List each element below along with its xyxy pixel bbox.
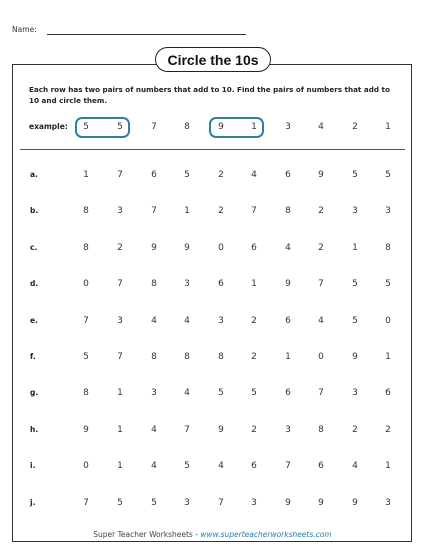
row-label: e. — [30, 315, 38, 325]
row-label: f. — [30, 352, 36, 361]
row-number[interactable]: 9 — [285, 497, 291, 508]
row-number[interactable]: 2 — [318, 242, 324, 253]
row-number[interactable]: 3 — [285, 424, 291, 435]
row-number[interactable]: 2 — [318, 206, 324, 217]
row-number[interactable]: 4 — [251, 170, 257, 180]
row-number[interactable]: 6 — [385, 388, 391, 399]
example-number[interactable]: 8 — [184, 122, 190, 132]
row-number[interactable]: 4 — [151, 424, 157, 435]
row-number[interactable]: 9 — [318, 170, 324, 180]
row-number[interactable]: 4 — [151, 461, 157, 472]
example-number[interactable]: 3 — [285, 122, 291, 132]
row-number[interactable]: 3 — [117, 315, 123, 326]
row-number[interactable]: 7 — [251, 206, 257, 217]
row-number[interactable]: 9 — [285, 279, 291, 290]
row-number[interactable]: 6 — [251, 461, 257, 472]
row-number[interactable]: 6 — [285, 315, 291, 326]
row-number[interactable]: 4 — [218, 461, 224, 472]
row-number[interactable]: 5 — [352, 170, 358, 180]
row-number[interactable]: 5 — [352, 279, 358, 290]
row-number[interactable]: 3 — [151, 388, 157, 399]
row-number[interactable]: 1 — [285, 352, 291, 362]
row-number[interactable]: 8 — [83, 242, 89, 253]
row-number[interactable]: 3 — [385, 497, 391, 508]
row-number[interactable]: 1 — [83, 170, 89, 180]
row-number[interactable]: 4 — [184, 315, 190, 326]
row-number[interactable]: 3 — [385, 206, 391, 217]
name-line[interactable] — [47, 34, 246, 35]
row-number[interactable]: 6 — [318, 461, 324, 472]
example-number[interactable]: 7 — [151, 122, 157, 132]
example-number[interactable]: 5 — [117, 122, 123, 132]
row-number[interactable]: 5 — [385, 279, 391, 290]
row-number[interactable]: 5 — [251, 388, 257, 399]
row-number[interactable]: 4 — [285, 242, 291, 253]
row-number[interactable]: 5 — [218, 388, 224, 399]
row-number[interactable]: 8 — [83, 388, 89, 399]
row-label: h. — [30, 424, 39, 434]
row-number[interactable]: 8 — [151, 352, 157, 362]
row-number[interactable]: 8 — [184, 352, 190, 362]
row-number[interactable]: 3 — [352, 206, 358, 217]
row-number[interactable]: 7 — [83, 497, 89, 508]
row-number[interactable]: 2 — [251, 352, 257, 362]
row-number[interactable]: 9 — [83, 424, 89, 435]
footer-link[interactable]: www.superteacherworksheets.com — [200, 530, 332, 539]
example-label: example: — [29, 122, 68, 131]
row-number[interactable]: 7 — [184, 424, 190, 435]
row-number[interactable]: 7 — [218, 497, 224, 508]
worksheet-title: Circle the 10s — [155, 47, 271, 72]
row-number[interactable]: 6 — [151, 170, 157, 180]
row-number[interactable]: 0 — [385, 315, 391, 326]
footer-text: Super Teacher Worksheets - — [93, 530, 201, 539]
row-number[interactable]: 1 — [117, 388, 123, 399]
row-number[interactable]: 7 — [151, 206, 157, 217]
row-number[interactable]: 1 — [117, 424, 123, 435]
row-number[interactable]: 4 — [151, 315, 157, 326]
row-number[interactable]: 0 — [83, 279, 89, 290]
row-number[interactable]: 9 — [184, 242, 190, 253]
row-number[interactable]: 5 — [151, 497, 157, 508]
row-number[interactable]: 1 — [184, 206, 190, 217]
row-number[interactable]: 7 — [318, 279, 324, 290]
row-number[interactable]: 5 — [83, 352, 89, 362]
row-number[interactable]: 3 — [218, 315, 224, 326]
row-number[interactable]: 1 — [385, 352, 391, 362]
row-number[interactable]: 1 — [251, 279, 257, 290]
row-number[interactable]: 2 — [218, 206, 224, 217]
row-number[interactable]: 0 — [218, 242, 224, 253]
row-label: g. — [30, 388, 39, 398]
example-number[interactable]: 9 — [218, 122, 224, 132]
row-number[interactable]: 5 — [184, 170, 190, 180]
row-number[interactable]: 9 — [318, 497, 324, 508]
row-number[interactable]: 6 — [251, 242, 257, 253]
row-number[interactable]: 1 — [117, 461, 123, 472]
row-number[interactable]: 4 — [318, 315, 324, 326]
row-number[interactable]: 5 — [352, 315, 358, 326]
row-number[interactable]: 8 — [218, 352, 224, 362]
row-number[interactable]: 5 — [117, 497, 123, 508]
footer — [0, 530, 425, 539]
row-label: c. — [30, 242, 38, 252]
example-number[interactable]: 1 — [385, 122, 391, 132]
row-label: a. — [30, 170, 38, 179]
instructions: Each row has two pairs of numbers that add to 10. Find the pairs of numbers that add to 10 and circle them. — [29, 85, 390, 105]
row-number[interactable]: 2 — [117, 242, 123, 253]
row-number[interactable]: 6 — [218, 279, 224, 290]
row-number[interactable]: 8 — [151, 279, 157, 290]
row-number[interactable]: 3 — [184, 497, 190, 508]
row-number[interactable]: 4 — [184, 388, 190, 399]
row-number[interactable]: 2 — [352, 424, 358, 435]
row-number[interactable]: 7 — [83, 315, 89, 326]
row-number[interactable]: 1 — [352, 242, 358, 253]
row-number[interactable]: 9 — [218, 424, 224, 435]
row-number[interactable]: 7 — [318, 388, 324, 399]
row-number[interactable]: 3 — [352, 388, 358, 399]
example-number[interactable]: 1 — [251, 122, 257, 132]
example-number[interactable]: 5 — [83, 122, 89, 132]
row-number[interactable]: 8 — [285, 206, 291, 217]
row-label: j. — [30, 497, 36, 507]
row-number[interactable]: 3 — [251, 497, 257, 508]
row-number[interactable]: 4 — [352, 461, 358, 472]
row-number[interactable]: 7 — [117, 352, 123, 362]
row-number[interactable]: 8 — [83, 206, 89, 217]
row-number[interactable]: 3 — [184, 279, 190, 290]
example-number[interactable]: 2 — [352, 122, 358, 132]
row-number[interactable]: 0 — [318, 352, 324, 362]
row-number[interactable]: 9 — [352, 497, 358, 508]
divider — [20, 149, 405, 150]
example-number[interactable]: 4 — [318, 122, 324, 132]
row-number[interactable]: 7 — [117, 170, 123, 180]
row-number[interactable]: 6 — [285, 388, 291, 399]
row-number[interactable]: 6 — [285, 170, 291, 180]
row-number[interactable]: 2 — [385, 424, 391, 435]
row-number[interactable]: 0 — [83, 461, 89, 472]
row-number[interactable]: 8 — [318, 424, 324, 435]
row-number[interactable]: 9 — [151, 242, 157, 253]
row-number[interactable]: 5 — [385, 170, 391, 180]
row-number[interactable]: 8 — [385, 242, 391, 253]
row-number[interactable]: 5 — [184, 461, 190, 472]
row-label: d. — [30, 279, 39, 289]
row-number[interactable]: 7 — [117, 279, 123, 290]
row-number[interactable]: 9 — [352, 352, 358, 362]
row-label: i. — [30, 461, 36, 471]
row-number[interactable]: 2 — [251, 315, 257, 326]
row-number[interactable]: 2 — [251, 424, 257, 435]
row-number[interactable]: 2 — [218, 170, 224, 180]
row-label: b. — [30, 206, 39, 216]
name-label: Name: — [12, 25, 37, 34]
row-number[interactable]: 3 — [117, 206, 123, 217]
row-number[interactable]: 7 — [285, 461, 291, 472]
row-number[interactable]: 1 — [385, 461, 391, 472]
